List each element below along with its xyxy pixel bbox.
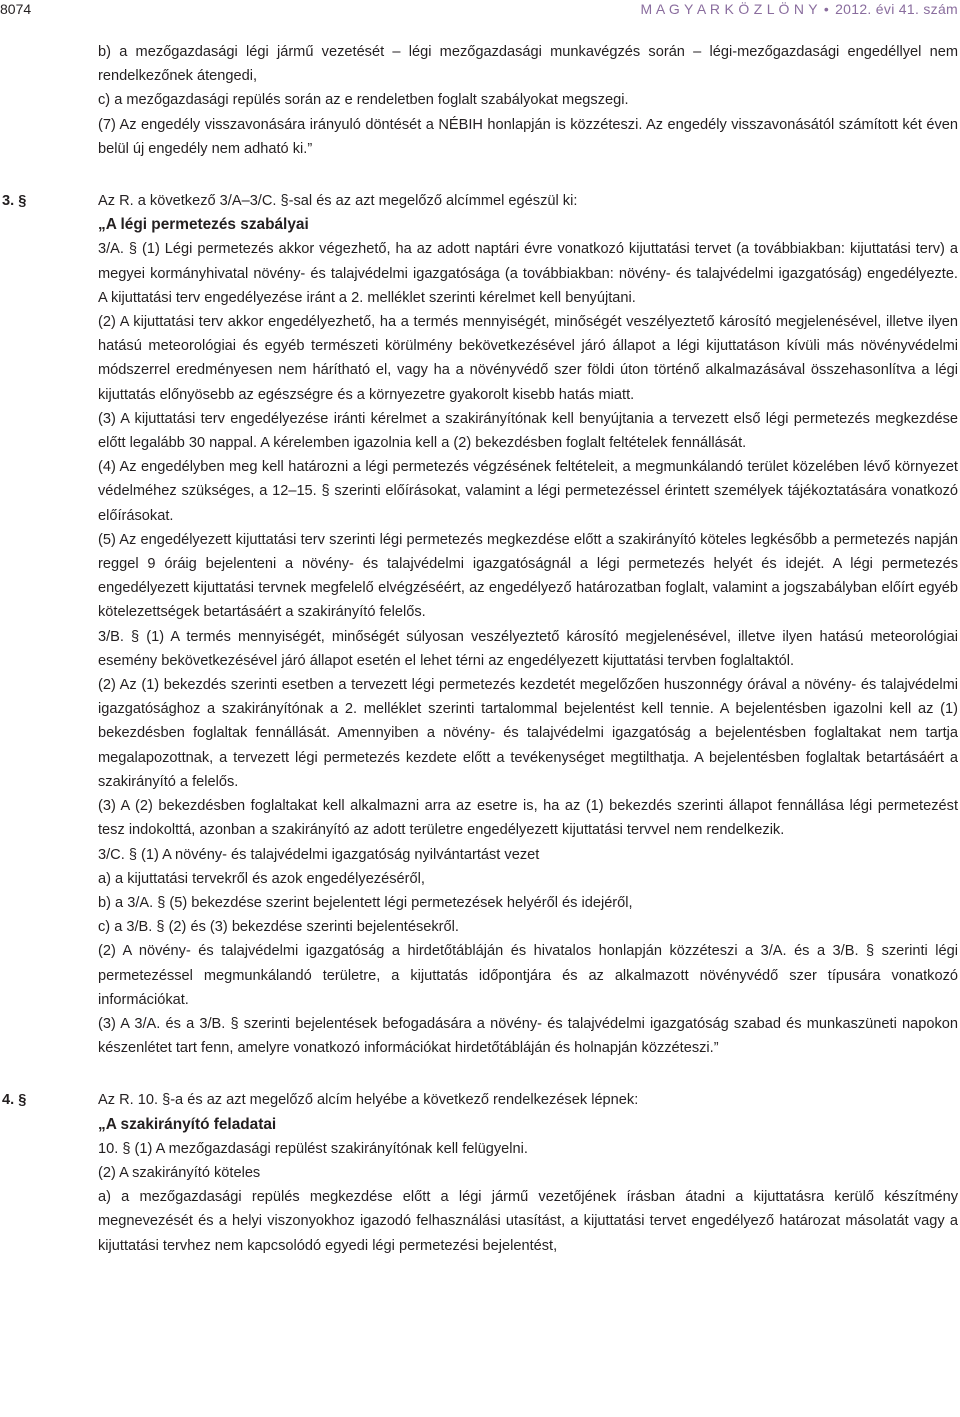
- bullet-separator: •: [823, 1, 830, 17]
- paragraph: (2) A növény- és talajvédelmi igazgatóság a hirdetőtábláján és hivatalos honlapján közzéteszi a 3/A. és a 3/B. § szerinti légi permetezéssel megmunkálandó területre, a kijuttatás időpontjára és az alkalmazott növényvédő szer típusára vonatkozó információkat.: [98, 943, 958, 1008]
- list-item: b) a 3/A. § (5) bekezdése szerint bejelentett légi permetezések helyéről és idejéről,: [98, 894, 633, 911]
- paragraph: (5) Az engedélyezett kijuttatási terv szerinti légi permetezés megkezdése előtt a szakirányító köteles legkésőbb a permetezés napján reggel 9 óráig bejelenteni a növény- és talajvédelmi igazgatóságnál a légi permetezés helyét és idejét. A légi permetezés engedélyezett kijuttatási tervnek megfelelő elvégzéséért, az engedélyező határozatban foglalt, valamint a jogszabályban előírt egyéb kötelezettségek betartásáért a szakirányító felelős.: [98, 531, 958, 621]
- section-lead: Az R. 10. §-a és az azt megelőző alcím helyébe a következő rendelkezések lépnek:: [98, 1092, 639, 1109]
- section-subtitle: „A szakirányító feladatai: [98, 1115, 277, 1133]
- paragraph: c) a mezőgazdasági repülés során az e rendeletben foglalt szabályokat megszegi.: [98, 92, 629, 109]
- paragraph: b) a mezőgazdasági légi jármű vezetését – légi mezőgazdasági munkavégzés során – légi-mezőgazdasági engedéllyel nem rendelkezőnek átengedi,: [98, 44, 958, 85]
- paragraph: (4) Az engedélyben meg kell határozni a légi permetezés végzésének feltételeit, a megmunkálandó terület közelében lévő környezet védelméhez szükséges, a 12–15. § szerinti előírásokat, valamint a légi permetezéssel érintett személyek tájékoztatására vonatkozó előírásokat.: [98, 459, 958, 524]
- running-header: [640, 1, 958, 17]
- list-item: a) a kijuttatási tervekről és azok engedélyezéséről,: [98, 870, 425, 887]
- page-header: [0, 0, 960, 20]
- section-number: 4. §: [2, 1092, 27, 1109]
- paragraph: 3/A. § (1) Légi permetezés akkor végezhető, ha az adott naptári évre vonatkozó kijuttatási tervet (a továbbiakban: kijuttatási terv) a megyei kormányhivatal növény- és talajvédelmi igazgatósága (a továbbiakban: növény- és talajvédelmi igazgatóság) engedélyezte. A kijuttatási terv engedélyezése iránt a 2. melléklet szerinti kérelmet kell benyújtani.: [98, 241, 958, 306]
- paragraph: (7) Az engedély visszavonására irányuló döntését a NÉBIH honlapján is közzéteszi. Az engedély visszavonásától számított két éven belül új engedély nem adható ki.”: [98, 116, 958, 157]
- page-number: 8074: [0, 1, 32, 17]
- section-subtitle: „A légi permetezés szabályai: [98, 216, 309, 234]
- list-item: a) a mezőgazdasági repülés megkezdése előtt a légi jármű vezetőjének írásban átadni a kijuttatásra kerülő készítmény megnevezését és a helyi viszonyokhoz igazodó felhasználási utasítást, a kijuttatási tervet engedélyező határozat másolatát vagy a kijuttatási tervhez nem kapcsolódó egyedi légi permetezési bejelentést,: [98, 1189, 958, 1254]
- paragraph: (3) A kijuttatási terv engedélyezése iránti kérelmet a szakirányítónak kell benyújtania a tervezett első légi permetezés megkezdése előtt legalább 30 nappal. A kérelemben igazolnia kell a (2) bekezdésben foglalt feltételek fennállását.: [98, 410, 958, 452]
- paragraph: 3/C. § (1) A növény- és talajvédelmi igazgatóság nyilvántartást vezet: [98, 846, 540, 863]
- document-body: [0, 40, 960, 1258]
- spacer: [0, 1060, 960, 1076]
- paragraph: (3) A 3/A. és a 3/B. § szerinti bejelentések befogadására a növény- és talajvédelmi igazgatóság szabad és munkaszüneti napokon készenlétet tart fenn, amelyre vonatkozó információkat hirdetőtábláján és holnapján közzéteszi.”: [98, 1015, 958, 1057]
- paragraph: (2) Az (1) bekezdés szerinti esetben a tervezett légi permetezés kezdetét megelőzően huszonnégy órával a növény- és talajvédelmi igazgatósághoz a szakirányítónak a 2. melléklet szerinti tartalommal bejelentést kell tennie. A bejelentésben igazolni kell az (1) bekezdésben foglaltak fennállását. Amennyiben a növény- és talajvédelmi igazgatóság a bejelentésben foglaltakat nem tartja megalapozottnak, a tervezett légi permetezés kezdete előtt a tevékenységet megtilthatja. A bejelentésben foglaltak betartásáért a szakirányító a felelős.: [98, 677, 958, 790]
- paragraph: 3/B. § (1) A termés mennyiségét, minőségét súlyosan veszélyeztető károsító megjelenésével, illetve ilyen hatású meteorológiai esemény bekövetkezésével járó állapot esetén el lehet térni az engedélyezett kijuttatási tervben foglaltaktól.: [98, 628, 958, 669]
- paragraph: 10. § (1) A mezőgazdasági repülést szakirányítónak kell felügyelni.: [98, 1140, 528, 1157]
- paragraph: (3) A (2) bekezdésben foglaltakat kell alkalmazni arra az esetre is, ha az (1) bekezdés szerinti állapot fennállása légi permetezést tesz indokolttá, azonban a szakirányító az adott területre engedélyezett kijuttatási tervvel nem rendelkezik.: [98, 798, 958, 839]
- spacer: [0, 161, 960, 177]
- section-lead: Az R. a következő 3/A–3/C. §-sal és az azt megelőző alcímmel egészül ki:: [98, 193, 578, 210]
- list-item: c) a 3/B. § (2) és (3) bekezdése szerinti bejelentésekről.: [98, 919, 459, 936]
- paragraph: (2) A szakirányító köteles: [98, 1164, 261, 1181]
- issue-label: 2012. évi 41. szám: [835, 1, 958, 17]
- section-3: [0, 189, 960, 1060]
- paragraph: (2) A kijuttatási terv akkor engedélyezhető, ha a termés mennyiségét, minőségét veszélyeztető károsító megjelenésével, illetve ilyen hatású meteorológiai és egyéb természeti körülmény bekövetkezésével járó állapot a légi kijuttatáson kívüli más növényvédelmi módszerrel eredményesen nem hárítható el, vagy ha a növényvédő szer földi úton történő alkalmazásával összehasonlítva a légi kijuttatás előnyösebb az egészségre és a környezetre gyakorolt kisebb hatás miatt.: [98, 314, 958, 403]
- journal-title: M A G Y A R K Ö Z L Ö N Y: [640, 1, 818, 17]
- section-4: [0, 1088, 960, 1257]
- section-number: 3. §: [2, 193, 27, 210]
